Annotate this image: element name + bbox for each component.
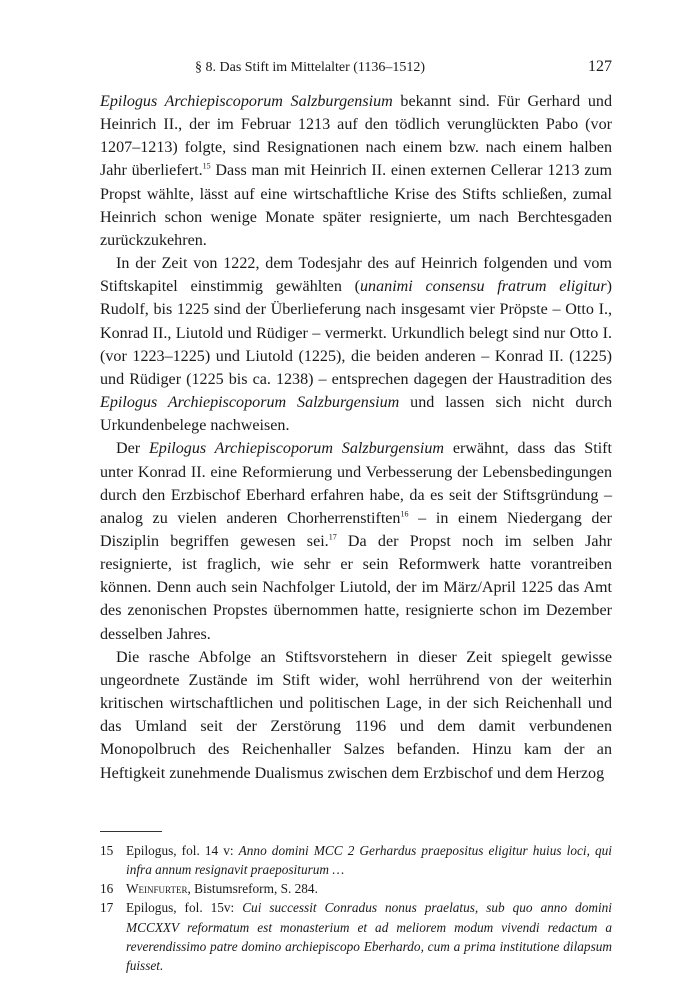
italic-run: Epilogus Archiepiscoporum Salzburgensium bbox=[100, 93, 393, 110]
footnote bbox=[100, 879, 612, 898]
footnote-text bbox=[126, 898, 612, 975]
paragraph bbox=[100, 646, 612, 785]
paragraph bbox=[100, 252, 612, 437]
text-run: Der bbox=[116, 440, 149, 458]
paragraph bbox=[100, 90, 612, 252]
text-run: ) Rudolf, bis 1225 sind der Überlieferung nach insgesamt vier Pröpste – Otto I., Konrad II., Liutold und Rüdiger – vermerkt. Urkundlich belegt sind nur Otto I. (vor 1223–1225) und Liutold (1225), die beiden anderen – Konrad II. (1225) und Rüdiger (1225 bis ca. 1238) – entsprechen dagegen der Haustradition des bbox=[100, 278, 612, 388]
text-run: erwähnt, dass das Stift unter Konrad II. eine Reformierung und Verbesserung der Lebensbedingungen durch den Erzbischof Eberhard erfahren habe, da es seit der Stiftsgründung – analog zu vielen anderen Chorherrenstiften bbox=[100, 440, 612, 527]
paragraph bbox=[100, 437, 612, 645]
italic-run: Epilogus Archiepiscoporum Salzburgensium bbox=[148, 440, 445, 458]
text-run: , Bistumsreform, S. 284. bbox=[187, 881, 318, 897]
footnote-number: 16 bbox=[100, 881, 114, 897]
text-run: Die rasche Abfolge an Stiftsvorstehern in dieser Zeit spiegelt gewisse ungeordnete Zustände im Stift wider, wohl herrührend von der weiterhin kritischen wirtschaftlichen und politischen Lage, in der sich Reichenhall und das Umland seit der Zerstörung 1196 und dem damit verbundenen Monopolbruch des Reichenhaller Salzes befanden. Hinzu kam der an Heftigkeit zunehmende Dualismus zwischen dem Erzbischof und dem Herzog bbox=[100, 648, 612, 782]
text-run: Epilogus, fol. 15v: bbox=[126, 900, 243, 916]
text-run: Dass man mit Heinrich II. einen externen Cellerar 1213 zum Propst wählte, lässt auf eine wirtschaftliche Krise des Stifts schließen, zumal Heinrich schon wenige Monate später resignierte, um nach Berchtesgaden zurückzukehren. bbox=[100, 162, 612, 249]
text-run: – in einem Niedergang der Disziplin begriffen gewesen sei. bbox=[100, 509, 612, 550]
footnote bbox=[100, 841, 612, 879]
page-number: 127 bbox=[588, 58, 612, 75]
italic-run: Cui successit Conradus nonus praelatus, sub quo anno domini MCCXXV reformatum est monasterium et ad meliorem modum vivendi redactum a reverendissimo patre domino archiepiscopo Eberhardo, cum a prima institutione dilapsum fuisset. bbox=[126, 900, 612, 973]
text-run: Da der Propst noch im selben Jahr resignierte, ist fraglich, wie sehr er sein Reformwerk hatte vorantreiben können. Denn auch sein Nachfolger Liutold, der im März/April 1225 das Amt des zenonischen Propstes übernommen hatte, resignierte schon im Dezember desselben Jahres. bbox=[100, 532, 612, 643]
footnote-ref: 16 bbox=[400, 509, 409, 519]
main-text bbox=[100, 90, 612, 785]
footnote-ref: 15 bbox=[202, 162, 211, 172]
footnote-text bbox=[126, 879, 612, 898]
text-run: und lassen sich nicht durch Urkundenbelege nachweisen. bbox=[100, 394, 612, 435]
small-caps-run: Weinfurter bbox=[126, 881, 188, 897]
footnote-ref: 17 bbox=[328, 532, 337, 542]
footnote-number: 15 bbox=[100, 842, 114, 858]
text-run: bekannt sind. Für Gerhard und Heinrich II., der im Februar 1213 auf den tödlich verunglückten Pabo (vor 1207–1213) folgte, sind Resignationen nach einem bzw. nach einem halben Jahr überliefert. bbox=[100, 93, 612, 180]
footnotes bbox=[100, 841, 612, 975]
italic-run: Epilogus Archiepiscoporum Salzburgensium bbox=[100, 394, 400, 412]
text-run: Epilogus, fol. 14 v: bbox=[126, 842, 239, 858]
running-header bbox=[100, 58, 612, 80]
footnote bbox=[100, 898, 612, 975]
footnote-number: 17 bbox=[100, 900, 114, 916]
running-title: § 8. Das Stift im Mittelalter (1136–1512) bbox=[195, 60, 426, 75]
footnote-rule bbox=[100, 831, 162, 832]
footnote-text bbox=[126, 841, 612, 879]
italic-run: Anno domini MCC 2 Gerhardus praepositus eligitur huius loci, qui infra annum resignavit praepositurum … bbox=[126, 842, 612, 877]
book-page bbox=[100, 58, 612, 975]
text-run: In der Zeit von 1222, dem Todesjahr des auf Heinrich folgenden und vom Stiftskapitel einstimmig gewählten ( bbox=[100, 255, 612, 296]
italic-run: unanimi consensu fratrum eligitur bbox=[360, 278, 607, 296]
